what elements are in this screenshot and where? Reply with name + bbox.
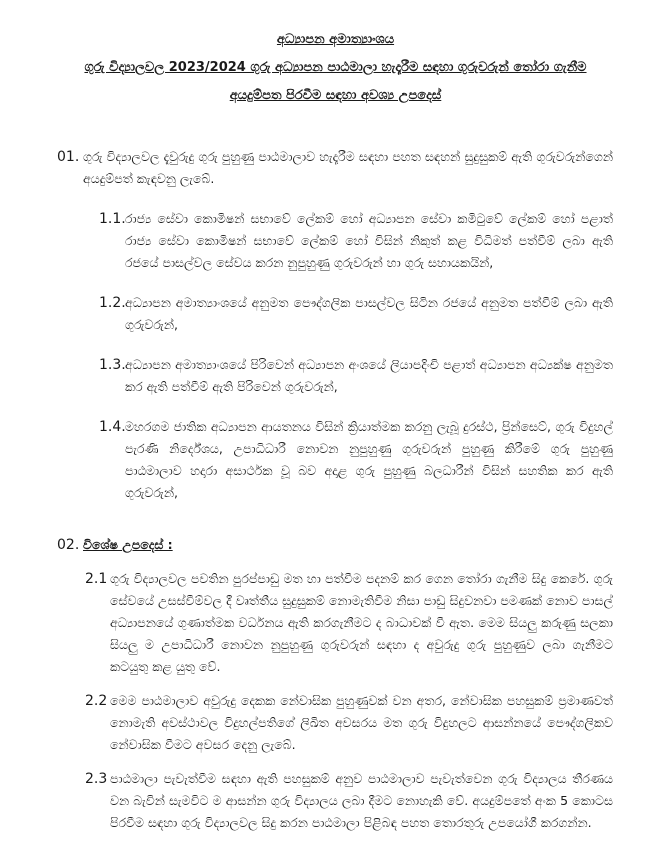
item-2-2 — [85, 690, 613, 756]
section-01 — [57, 146, 613, 190]
item-number: 2.3 — [85, 771, 108, 787]
item-number: 2.1 — [85, 571, 108, 587]
item-number: 1.3. — [99, 357, 126, 373]
ministry-title: අධ්‍යාපන අමාත්‍යාංශය — [276, 32, 395, 47]
item-1-1 — [99, 208, 613, 274]
item-text: අධ්‍යාපන අමාත්‍යාංශයේ අනුමත පෞද්ගලික පාසල්වල සිටින රජයේ අනුමත පත්වීම් ලබා ඇති ගුරුවරුන්, — [125, 295, 613, 332]
item-1-3 — [99, 354, 613, 398]
item-number: 1.2. — [99, 295, 126, 311]
section-text: ගුරු විද්‍යාලවල දැවුරුදු ගුරු පුහුණු පාඨමාලාව හැදෑරීම සඳහා පහත සඳහන් සුදුසුකම් ඇති ගුරුවරුන්ගෙන් අයදුම්පත් කැඳවනු ලැබේ. — [83, 149, 613, 186]
section-number: 02. — [57, 537, 80, 553]
item-2-1 — [85, 568, 613, 678]
item-text: මෙම පාඨමාලාව අවුරුදු දෙකක නේවාසික පුහුණුවක් වන අතර, නේවාසික පහසුකම් ප්‍රමාණවත් නොමැති අවස්ථාවල විදුහල්පතිගේ ලිඛිත අවසරය මත ගුරු විදුහලට ආසන්නයේ පෞද්ගලිකව නේවාසික වීමට අවසර දෙනු ලැබේ. — [110, 693, 613, 752]
item-1-2 — [99, 292, 613, 336]
section-heading: විශේෂ උපදෙස් : — [83, 537, 173, 552]
document-title: ගුරු විද්‍යාලවල 2023/2024 ගුරු අධ්‍යාපන පාඨමාලා හැදෑරීම සඳහා ගුරුවරුන් තෝරා ගැනීම — [84, 60, 587, 75]
item-text: අධ්‍යාපන අමාත්‍යාංශයේ පිරිවෙන් අධ්‍යාපන අංශයේ ලියාපදිංචි පළාත් අධ්‍යාපන අධ්‍යක්ෂ අනුමත කර ඇති පත්වීම් ඇති පිරිවෙන් ගුරුවරුන්, — [125, 357, 613, 394]
item-2-3 — [85, 768, 613, 834]
section-02 — [57, 534, 613, 556]
item-text: මහරගම ජාතික අධ්‍යාපන ආයතනය විසින් ක්‍රියාත්මක කරනු ලැබූ දුරස්ථ, ප්‍රින්සෙට්, ගුරු විදුහල් පැරණි නිර්දේශය, උපාධිධාරී නොවන නුපුහුණු ගුරුවරුන් පුහුණු කිරීමේ ගුරු පුහුණු පාඨමාලාව හදාරා අසාර්ථක වූ බව අදාළ ගුරු පුහුණු බලධාරීන් විසින් සහතික කර ඇති ගුරුවරුන්, — [125, 419, 613, 500]
item-1-4 — [99, 416, 613, 504]
document-subtitle: අයදුම්පත පිරවීම සඳහා අවශ්‍ය උපදෙස් — [229, 88, 442, 103]
item-text: පාඨමාලා පැවැත්වීම සඳහා ඇති පහසුකම් අනුව පාඨමාලාව පැවැත්වෙන ගුරු විද්‍යාලය තීරණය වන බැවින් සැමවිට ම ආසන්න ගුරු විද්‍යාලය ලබා දීමට නොහැකි වේ. අයදුම්පතේ අංක 5 කොටස පිරවීම සඳහා ගුරු විද්‍යාලවල සිදු කරන පාඨමාලා පිළිබඳ පහත තොරතුරු උපයෝගී කරගන්න. — [110, 771, 613, 830]
item-number: 1.4. — [99, 419, 126, 435]
item-number: 1.1. — [99, 211, 126, 227]
item-number: 2.2 — [85, 693, 108, 709]
section-number: 01. — [57, 149, 80, 165]
item-text: රාජ්‍ය සේවා කොමිෂන් සභාවේ ලේකම් හෝ අධ්‍යාපන සේවා කමිටුවේ ලේකම් හෝ පළාත් රාජ්‍ය සේවා කොමිෂන් සභාවේ ලේකම් හෝ විසින් නිකුත් කළ විධිමත් පත්වීම් ලබා ඇති රජයේ පාසල්වල සේවය කරන නුපුහුණු ගුරුවරුන් හා ගුරු සහායකයින්, — [125, 211, 613, 270]
item-text: ගුරු විද්‍යාලවල පවතින පුරප්පාඩු මත හා පත්වීම පදනම් කර ගෙන තෝරා ගැනීම සිදු කෙරේ. ගුරු සේවයේ උසස්වීම්වල දී වෘත්තීය සුදුසුකම් නොමැතිවීම නිසා පාඩු සිදුවනවා පමණක් නොව පාසල් අධ්‍යාපනයේ ගුණාත්මක වර්ධනය ඇති කරගැනීමට ද බාධාවක් වී ඇත. මෙම සියලු කරුණු සලකා සියලු ම උපාධිධාරී නොවන නුපුහුණු ගුරුවරුන් සඳහා ද අවුරුදු ගුරු පුහුණුව ලබා ගැනීමට කටයුතු කළ යුතු වේ. — [110, 571, 613, 674]
